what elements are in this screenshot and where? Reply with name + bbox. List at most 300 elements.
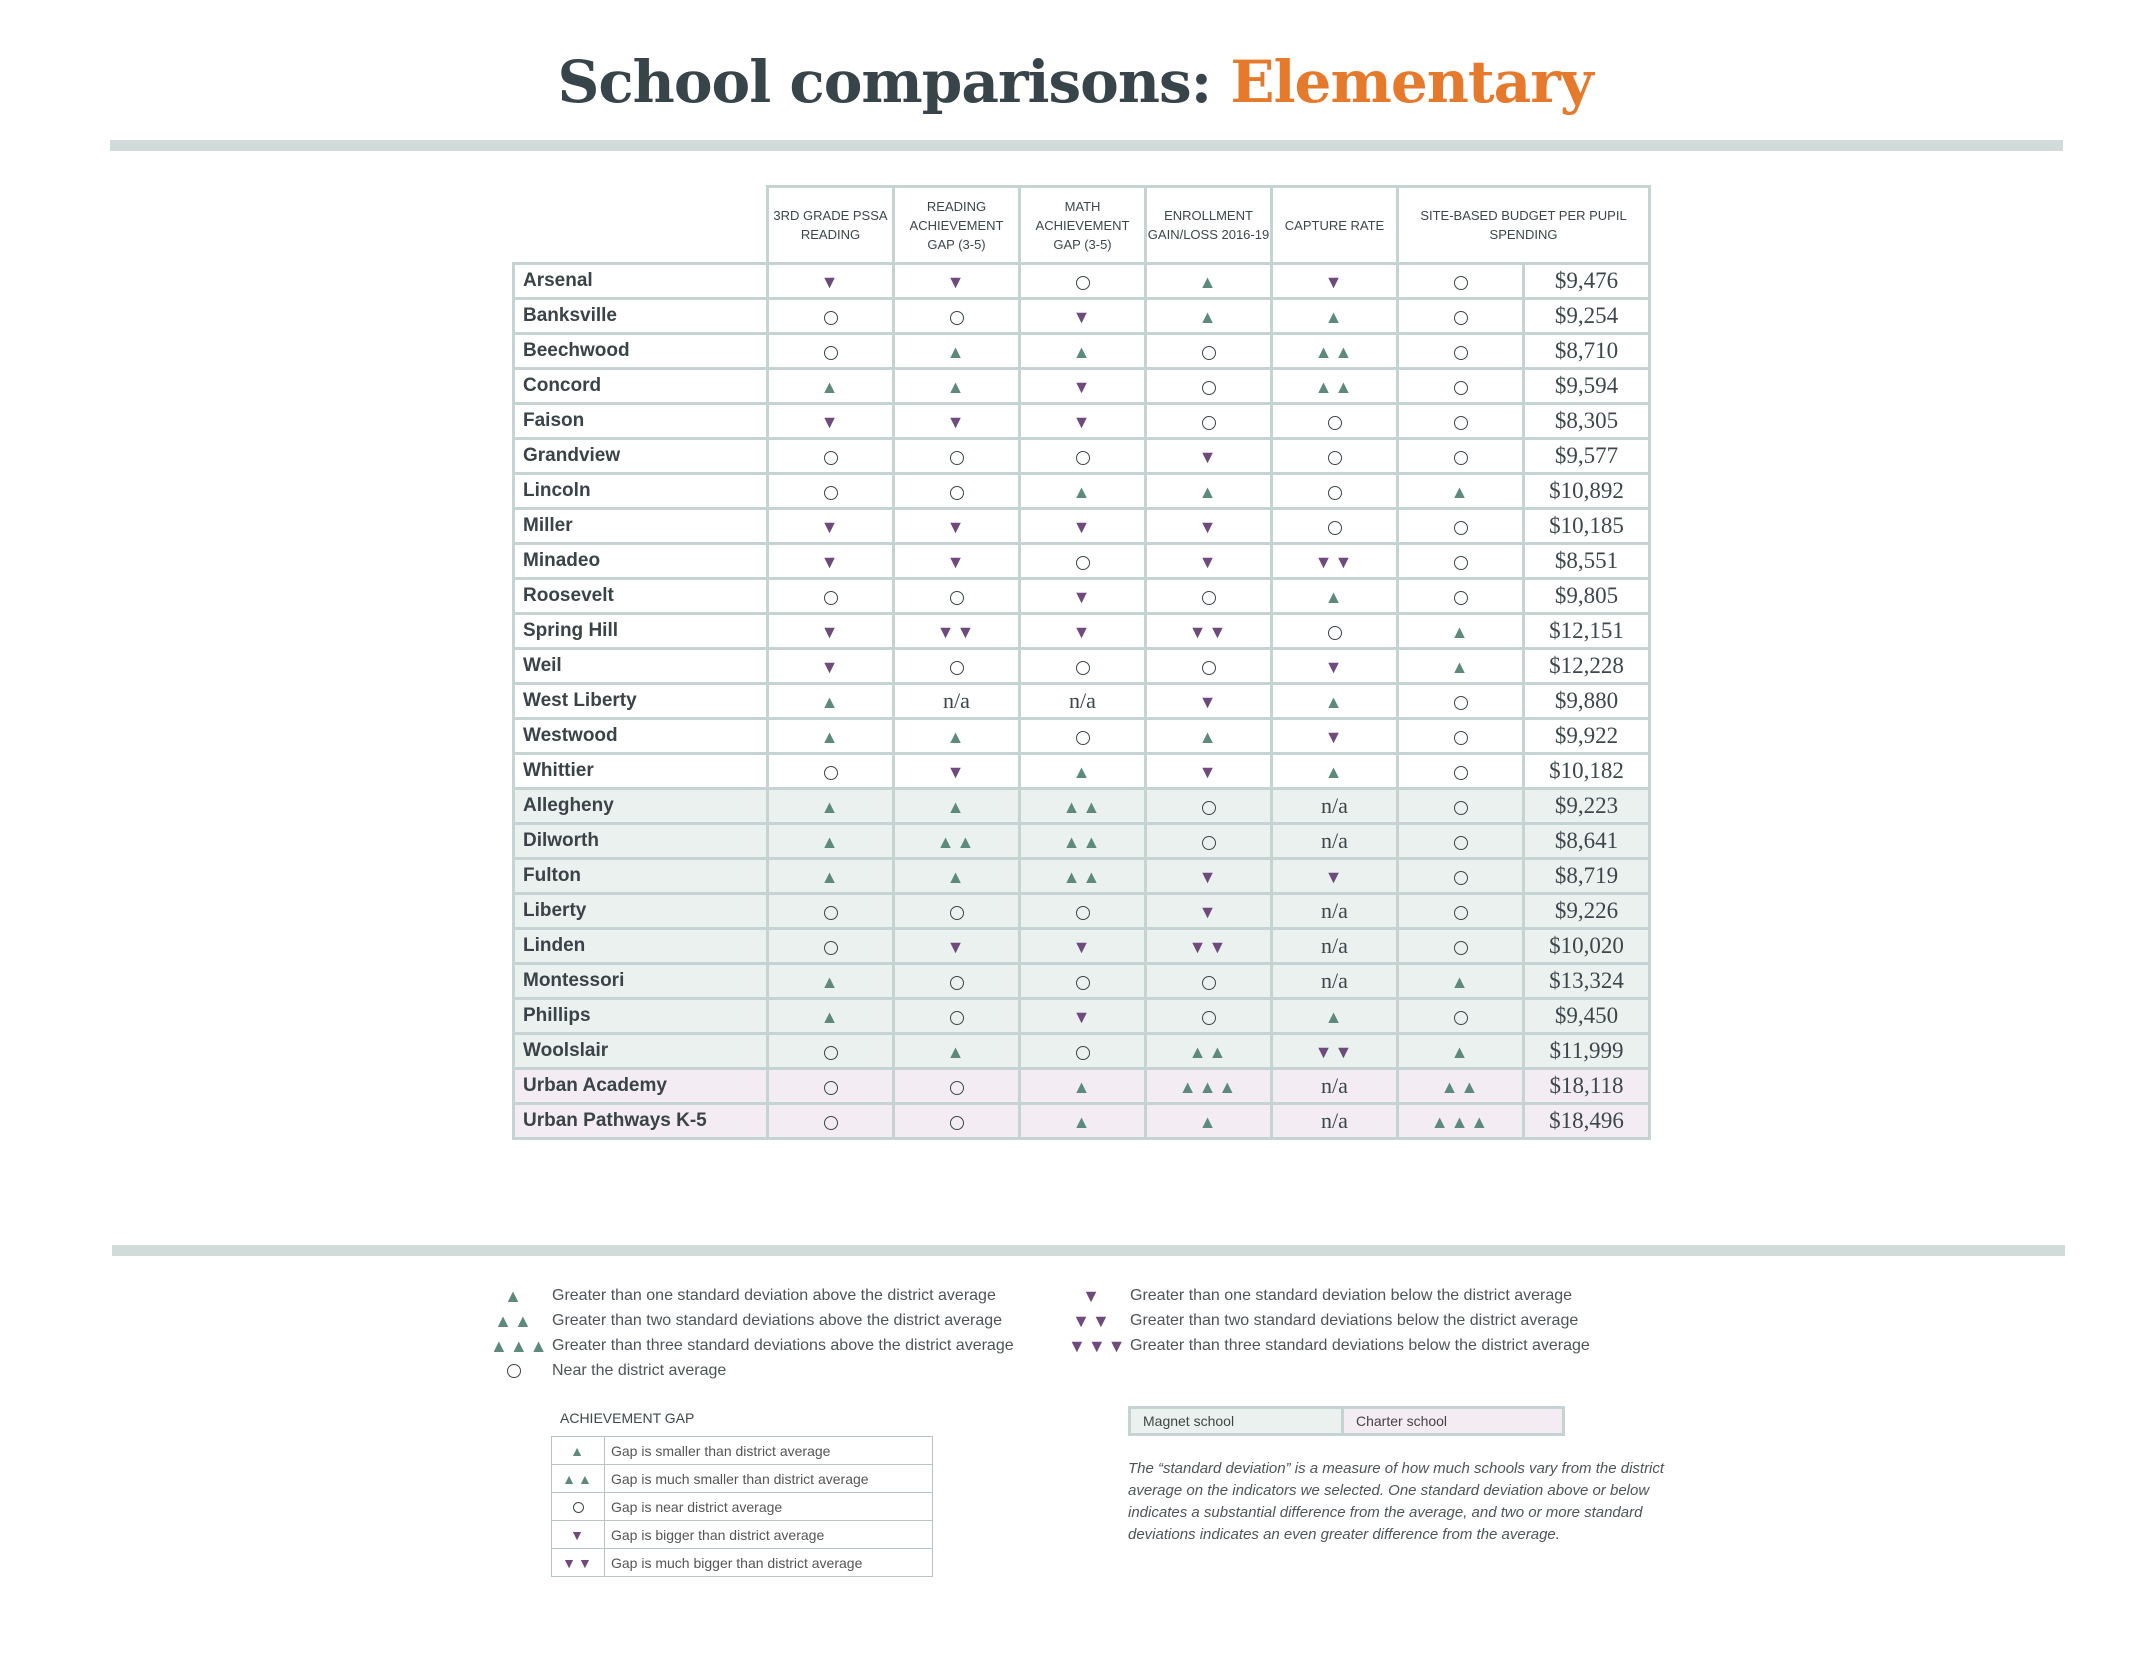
- indicator-cell: [1272, 684, 1398, 719]
- indicator-cell: [768, 404, 894, 439]
- triangle-down-icon: ▼: [1198, 552, 1219, 572]
- circle-icon: [1454, 941, 1468, 955]
- double-triangle-down-icon: ▼▼: [1188, 622, 1229, 642]
- double-triangle-up-icon: ▲▲: [1314, 377, 1355, 397]
- indicator-cell: [1272, 334, 1398, 369]
- triangle-down-icon: ▼: [946, 517, 967, 537]
- circle-icon: [1328, 521, 1342, 535]
- indicator-cell: [894, 894, 1020, 929]
- circle-icon: [950, 486, 964, 500]
- indicator-cell: [1398, 964, 1524, 999]
- school-name: Lincoln: [514, 474, 768, 509]
- per-pupil-spending: $9,476: [1524, 264, 1650, 299]
- indicator-cell: [768, 649, 894, 684]
- circle-icon: [1454, 801, 1468, 815]
- double-triangle-up-icon: ▲▲: [1440, 1077, 1481, 1097]
- indicator-cell: [1020, 509, 1146, 544]
- triangle-down-icon: ▼: [820, 657, 841, 677]
- triangle-down-icon: ▼: [1324, 727, 1345, 747]
- per-pupil-spending: $10,892: [1524, 474, 1650, 509]
- circle-icon: [824, 311, 838, 325]
- not-applicable: n/a: [1321, 898, 1348, 923]
- indicator-cell: [768, 579, 894, 614]
- indicator-cell: [1272, 894, 1398, 929]
- indicator-cell: [1272, 789, 1398, 824]
- indicator-cell: [1272, 1104, 1398, 1139]
- indicator-cell: [1146, 754, 1272, 789]
- gap-legend: [551, 1436, 933, 1577]
- indicator-cell: [1020, 1104, 1146, 1139]
- table-row: [514, 544, 1650, 579]
- double-triangle-down-icon: ▼▼: [562, 1554, 594, 1571]
- circle-icon: [1076, 976, 1090, 990]
- indicator-cell: [1272, 579, 1398, 614]
- circle-icon: [1454, 766, 1468, 780]
- legend-text: Greater than two standard deviations below the district average: [1130, 1312, 1579, 1329]
- indicator-cell: [1146, 509, 1272, 544]
- circle-icon: [950, 1081, 964, 1095]
- indicator-cell: [1146, 474, 1272, 509]
- per-pupil-spending: $8,551: [1524, 544, 1650, 579]
- per-pupil-spending: $8,641: [1524, 824, 1650, 859]
- indicator-cell: [1146, 964, 1272, 999]
- indicator-cell: [1398, 579, 1524, 614]
- indicator-cell: [894, 719, 1020, 754]
- indicator-cell: [1398, 369, 1524, 404]
- triangle-down-icon: ▼: [1072, 1007, 1093, 1027]
- triangle-down-icon: ▼: [820, 552, 841, 572]
- triangle-down-icon: ▼: [1072, 517, 1093, 537]
- triangle-up-icon: ▲: [1198, 482, 1219, 502]
- bottom-divider: [112, 1245, 2065, 1256]
- indicator-cell: [1398, 859, 1524, 894]
- gap-legend-row: [552, 1521, 933, 1549]
- triangle-down-icon: ▼: [1072, 622, 1093, 642]
- circle-icon: [1454, 836, 1468, 850]
- triangle-down-icon: ▼: [820, 517, 841, 537]
- indicator-cell: [768, 859, 894, 894]
- triangle-up-icon: ▲: [820, 727, 841, 747]
- circle-icon: [1202, 346, 1216, 360]
- circle-icon: [950, 1011, 964, 1025]
- circle-icon: [950, 906, 964, 920]
- indicator-cell: [1398, 649, 1524, 684]
- triangle-down-icon: ▼: [1324, 867, 1345, 887]
- not-applicable: n/a: [1069, 688, 1096, 713]
- circle-icon: [824, 451, 838, 465]
- double-triangle-up-icon: ▲▲: [1062, 867, 1103, 887]
- indicator-cell: [1020, 474, 1146, 509]
- table-body: [514, 264, 1650, 1139]
- triangle-up-icon: ▲: [1324, 1007, 1345, 1027]
- indicator-cell: [1146, 264, 1272, 299]
- triangle-up-icon: ▲: [1324, 692, 1345, 712]
- indicator-cell: [1398, 299, 1524, 334]
- indicator-cell: [768, 509, 894, 544]
- circle-icon: [950, 976, 964, 990]
- table-row: [514, 299, 1650, 334]
- triangle-down-icon: ▼: [820, 412, 841, 432]
- table-row: [514, 999, 1650, 1034]
- not-applicable: n/a: [1321, 968, 1348, 993]
- triangle-up-icon: ▲: [946, 377, 967, 397]
- table-row: [514, 719, 1650, 754]
- circle-icon: [1202, 976, 1216, 990]
- circle-icon: [1076, 661, 1090, 675]
- indicator-cell: [1146, 579, 1272, 614]
- per-pupil-spending: $8,719: [1524, 859, 1650, 894]
- school-name: Arsenal: [514, 264, 768, 299]
- triangle-up-icon: ▲: [504, 1286, 524, 1306]
- indicator-cell: [1020, 299, 1146, 334]
- table-row: [514, 964, 1650, 999]
- per-pupil-spending: $18,118: [1524, 1069, 1650, 1104]
- not-applicable: n/a: [1321, 1108, 1348, 1133]
- circle-icon: [1202, 416, 1216, 430]
- per-pupil-spending: $18,496: [1524, 1104, 1650, 1139]
- circle-icon: [1454, 906, 1468, 920]
- indicator-cell: [1398, 789, 1524, 824]
- indicator-cell: [768, 369, 894, 404]
- indicator-cell: [1272, 824, 1398, 859]
- indicator-cell: [1272, 999, 1398, 1034]
- header-enrollment: ENROLLMENT GAIN/LOSS 2016-19: [1146, 187, 1272, 264]
- circle-icon: [1202, 1011, 1216, 1025]
- indicator-cell: [1020, 719, 1146, 754]
- indicator-cell: [1020, 789, 1146, 824]
- indicator-cell: [1020, 894, 1146, 929]
- indicator-cell: [1272, 964, 1398, 999]
- indicator-cell: [1146, 824, 1272, 859]
- triangle-up-icon: ▲: [1324, 587, 1345, 607]
- circle-icon: [950, 591, 964, 605]
- title-accent: Elementary: [1230, 48, 1593, 116]
- circle-icon: [1454, 416, 1468, 430]
- triangle-down-icon: ▼: [820, 272, 841, 292]
- table-row: [514, 754, 1650, 789]
- per-pupil-spending: $10,185: [1524, 509, 1650, 544]
- circle-icon: [1454, 1011, 1468, 1025]
- circle-icon: [507, 1364, 521, 1378]
- indicator-cell: [1272, 264, 1398, 299]
- indicator-cell: [768, 544, 894, 579]
- per-pupil-spending: $9,577: [1524, 439, 1650, 474]
- indicator-cell: [768, 1034, 894, 1069]
- indicator-cell: [1020, 404, 1146, 439]
- indicator-cell: [894, 1069, 1020, 1104]
- indicator-cell: [894, 474, 1020, 509]
- indicator-cell: [1272, 754, 1398, 789]
- indicator-cell: [768, 824, 894, 859]
- circle-icon: [1202, 661, 1216, 675]
- indicator-cell: [1272, 649, 1398, 684]
- indicator-cell: [768, 929, 894, 964]
- double-triangle-up-icon: ▲▲: [1062, 797, 1103, 817]
- indicator-cell: [1020, 859, 1146, 894]
- circle-icon: [1454, 521, 1468, 535]
- indicator-cell: [1398, 614, 1524, 649]
- school-name: Westwood: [514, 719, 768, 754]
- triangle-down-icon: ▼: [1324, 657, 1345, 677]
- school-name: Minadeo: [514, 544, 768, 579]
- double-triangle-up-icon: ▲▲: [1188, 1042, 1229, 1062]
- school-name: Concord: [514, 369, 768, 404]
- indicator-cell: [1146, 789, 1272, 824]
- table-row: [514, 894, 1650, 929]
- indicator-cell: [1272, 1034, 1398, 1069]
- gap-legend-text: Gap is much smaller than district average: [605, 1465, 933, 1493]
- indicator-cell: [1020, 964, 1146, 999]
- indicator-cell: [1272, 474, 1398, 509]
- indicator-cell: [1020, 334, 1146, 369]
- circle-icon: [1202, 836, 1216, 850]
- indicator-cell: [1398, 894, 1524, 929]
- gap-legend-row: [552, 1465, 933, 1493]
- triangle-up-icon: ▲: [820, 797, 841, 817]
- table-row: [514, 369, 1650, 404]
- indicator-cell: [894, 264, 1020, 299]
- indicator-cell: [894, 964, 1020, 999]
- per-pupil-spending: $9,594: [1524, 369, 1650, 404]
- indicator-cell: [768, 894, 894, 929]
- table-row: [514, 1104, 1650, 1139]
- triangle-up-icon: ▲: [1450, 972, 1471, 992]
- school-name: Beechwood: [514, 334, 768, 369]
- triangle-up-icon: ▲: [1450, 482, 1471, 502]
- school-name: Spring Hill: [514, 614, 768, 649]
- top-divider: [110, 140, 2063, 151]
- indicator-cell: [768, 264, 894, 299]
- triangle-up-icon: ▲: [1324, 762, 1345, 782]
- indicator-cell: [1146, 684, 1272, 719]
- indicator-cell: [894, 754, 1020, 789]
- indicator-cell: [894, 859, 1020, 894]
- table-row: [514, 334, 1650, 369]
- school-name: Montessori: [514, 964, 768, 999]
- triangle-down-icon: ▼: [1072, 587, 1093, 607]
- indicator-cell: [1146, 1034, 1272, 1069]
- triple-triangle-down-icon: ▼▼▼: [1068, 1336, 1128, 1356]
- double-triangle-up-icon: ▲▲: [1314, 342, 1355, 362]
- legend-text: Greater than three standard deviations above the district average: [552, 1337, 1014, 1354]
- indicator-cell: [894, 649, 1020, 684]
- indicator-cell: [1146, 299, 1272, 334]
- table-row: [514, 614, 1650, 649]
- circle-icon: [824, 1046, 838, 1060]
- triple-triangle-up-icon: ▲▲▲: [490, 1336, 550, 1356]
- triangle-down-icon: ▼: [1198, 517, 1219, 537]
- per-pupil-spending: $10,020: [1524, 929, 1650, 964]
- table-row: [514, 1034, 1650, 1069]
- double-triangle-up-icon: ▲▲: [936, 832, 977, 852]
- per-pupil-spending: $12,228: [1524, 649, 1650, 684]
- triangle-up-icon: ▲: [820, 1007, 841, 1027]
- indicator-cell: [1146, 999, 1272, 1034]
- indicator-cell: [1146, 719, 1272, 754]
- indicator-cell: [1398, 544, 1524, 579]
- triangle-up-icon: ▲: [1072, 342, 1093, 362]
- indicator-cell: [894, 999, 1020, 1034]
- indicator-cell: [894, 614, 1020, 649]
- table-row: [514, 859, 1650, 894]
- indicator-cell: [1020, 439, 1146, 474]
- triangle-down-icon: ▼: [946, 762, 967, 782]
- circle-icon: [1328, 416, 1342, 430]
- indicator-cell: [1398, 1034, 1524, 1069]
- circle-icon: [1454, 346, 1468, 360]
- indicator-cell: [768, 334, 894, 369]
- triangle-down-icon: ▼: [1072, 307, 1093, 327]
- circle-icon: [824, 486, 838, 500]
- circle-icon: [1202, 591, 1216, 605]
- indicator-cell: [894, 334, 1020, 369]
- double-triangle-down-icon: ▼▼: [1314, 552, 1355, 572]
- triangle-up-icon: ▲: [820, 972, 841, 992]
- magnet-school-key: Magnet school: [1128, 1406, 1352, 1436]
- indicator-cell: [1272, 299, 1398, 334]
- indicator-cell: [1146, 649, 1272, 684]
- table-row: [514, 579, 1650, 614]
- indicator-cell: [1272, 369, 1398, 404]
- school-name: Phillips: [514, 999, 768, 1034]
- per-pupil-spending: $9,880: [1524, 684, 1650, 719]
- indicator-cell: [1020, 579, 1146, 614]
- circle-icon: [824, 591, 838, 605]
- gap-legend-title: ACHIEVEMENT GAP: [560, 1410, 695, 1426]
- circle-icon: [824, 906, 838, 920]
- double-triangle-down-icon: ▼▼: [1188, 937, 1229, 957]
- indicator-cell: [1398, 439, 1524, 474]
- triangle-down-icon: ▼: [1324, 272, 1345, 292]
- indicator-cell: [768, 964, 894, 999]
- triangle-up-icon: ▲: [946, 342, 967, 362]
- indicator-cell: [1272, 614, 1398, 649]
- page-title: [0, 48, 2150, 116]
- triangle-up-icon: ▲: [1072, 1077, 1093, 1097]
- indicator-cell: [768, 719, 894, 754]
- circle-icon: [824, 1081, 838, 1095]
- table-row: [514, 929, 1650, 964]
- triangle-up-icon: ▲: [1198, 307, 1219, 327]
- indicator-cell: [1398, 824, 1524, 859]
- double-triangle-up-icon: ▲▲: [562, 1470, 594, 1487]
- indicator-cell: [1020, 614, 1146, 649]
- gap-legend-row: [552, 1437, 933, 1465]
- header-capture-rate: CAPTURE RATE: [1272, 187, 1398, 264]
- triangle-up-icon: ▲: [570, 1442, 586, 1459]
- triangle-down-icon: ▼: [946, 412, 967, 432]
- indicator-cell: [768, 299, 894, 334]
- indicator-cell: [1272, 439, 1398, 474]
- indicator-cell: [1398, 754, 1524, 789]
- indicator-cell: [768, 1069, 894, 1104]
- triangle-down-icon: ▼: [570, 1526, 586, 1543]
- per-pupil-spending: $10,182: [1524, 754, 1650, 789]
- triangle-down-icon: ▼: [1198, 692, 1219, 712]
- school-name: Grandview: [514, 439, 768, 474]
- school-name: Whittier: [514, 754, 768, 789]
- circle-icon: [1202, 381, 1216, 395]
- indicator-cell: [768, 684, 894, 719]
- school-name: Woolslair: [514, 1034, 768, 1069]
- triangle-down-icon: ▼: [946, 272, 967, 292]
- per-pupil-spending: $9,805: [1524, 579, 1650, 614]
- table-row: [514, 439, 1650, 474]
- not-applicable: n/a: [1321, 793, 1348, 818]
- indicator-cell: [1020, 684, 1146, 719]
- indicator-cell: [894, 509, 1020, 544]
- indicator-cell: [1020, 649, 1146, 684]
- indicator-cell: [768, 474, 894, 509]
- triangle-up-icon: ▲: [1198, 272, 1219, 292]
- triangle-down-icon: ▼: [1072, 937, 1093, 957]
- triangle-down-icon: ▼: [1198, 867, 1219, 887]
- per-pupil-spending: $9,254: [1524, 299, 1650, 334]
- triangle-up-icon: ▲: [820, 377, 841, 397]
- triangle-up-icon: ▲: [946, 797, 967, 817]
- triangle-down-icon: ▼: [1072, 412, 1093, 432]
- indicator-cell: [894, 299, 1020, 334]
- indicator-cell: [1146, 1104, 1272, 1139]
- not-applicable: n/a: [1321, 828, 1348, 853]
- indicator-cell: [1020, 754, 1146, 789]
- triple-triangle-up-icon: ▲▲▲: [1430, 1112, 1491, 1132]
- circle-icon: [1076, 451, 1090, 465]
- school-name: Allegheny: [514, 789, 768, 824]
- gap-legend-row: [552, 1493, 933, 1521]
- school-name: Dilworth: [514, 824, 768, 859]
- circle-icon: [824, 1116, 838, 1130]
- indicator-cell: [1020, 1069, 1146, 1104]
- circle-icon: [1328, 626, 1342, 640]
- indicator-cell: [1398, 719, 1524, 754]
- gap-legend-text: Gap is near district average: [605, 1493, 933, 1521]
- school-name: Linden: [514, 929, 768, 964]
- indicator-cell: [894, 544, 1020, 579]
- table-row: [514, 824, 1650, 859]
- triangle-up-icon: ▲: [946, 867, 967, 887]
- gap-legend-text: Gap is much bigger than district average: [605, 1549, 933, 1577]
- circle-icon: [1454, 696, 1468, 710]
- triangle-up-icon: ▲: [1072, 762, 1093, 782]
- header-math-gap: MATH ACHIEVEMENT GAP (3-5): [1020, 187, 1146, 264]
- indicator-cell: [1398, 1104, 1524, 1139]
- school-name: Liberty: [514, 894, 768, 929]
- triangle-up-icon: ▲: [946, 1042, 967, 1062]
- school-name: Fulton: [514, 859, 768, 894]
- indicator-cell: [1398, 684, 1524, 719]
- indicator-cell: [1272, 929, 1398, 964]
- table-row: [514, 474, 1650, 509]
- per-pupil-spending: $8,710: [1524, 334, 1650, 369]
- indicator-cell: [1272, 404, 1398, 439]
- school-name: West Liberty: [514, 684, 768, 719]
- indicator-cell: [1398, 474, 1524, 509]
- indicator-cell: [768, 614, 894, 649]
- indicator-cell: [1020, 369, 1146, 404]
- triangle-down-icon: ▼: [1072, 377, 1093, 397]
- double-triangle-down-icon: ▼▼: [1072, 1311, 1112, 1331]
- table-row: [514, 649, 1650, 684]
- indicator-cell: [1020, 999, 1146, 1034]
- charter-school-key: Charter school: [1341, 1406, 1565, 1436]
- triangle-down-icon: ▼: [946, 937, 967, 957]
- circle-icon: [1454, 556, 1468, 570]
- standard-deviation-note: The “standard deviation” is a measure of how much schools vary from the district average on the indicators we selected. One standard deviation above or below indicates a substantial difference from the average, and two or more standard deviations indicates an even greater difference from the average.: [1128, 1460, 1665, 1543]
- triangle-up-icon: ▲: [1198, 727, 1219, 747]
- legend-text: Greater than one standard deviation above the district average: [552, 1287, 996, 1304]
- indicator-cell: [1398, 1069, 1524, 1104]
